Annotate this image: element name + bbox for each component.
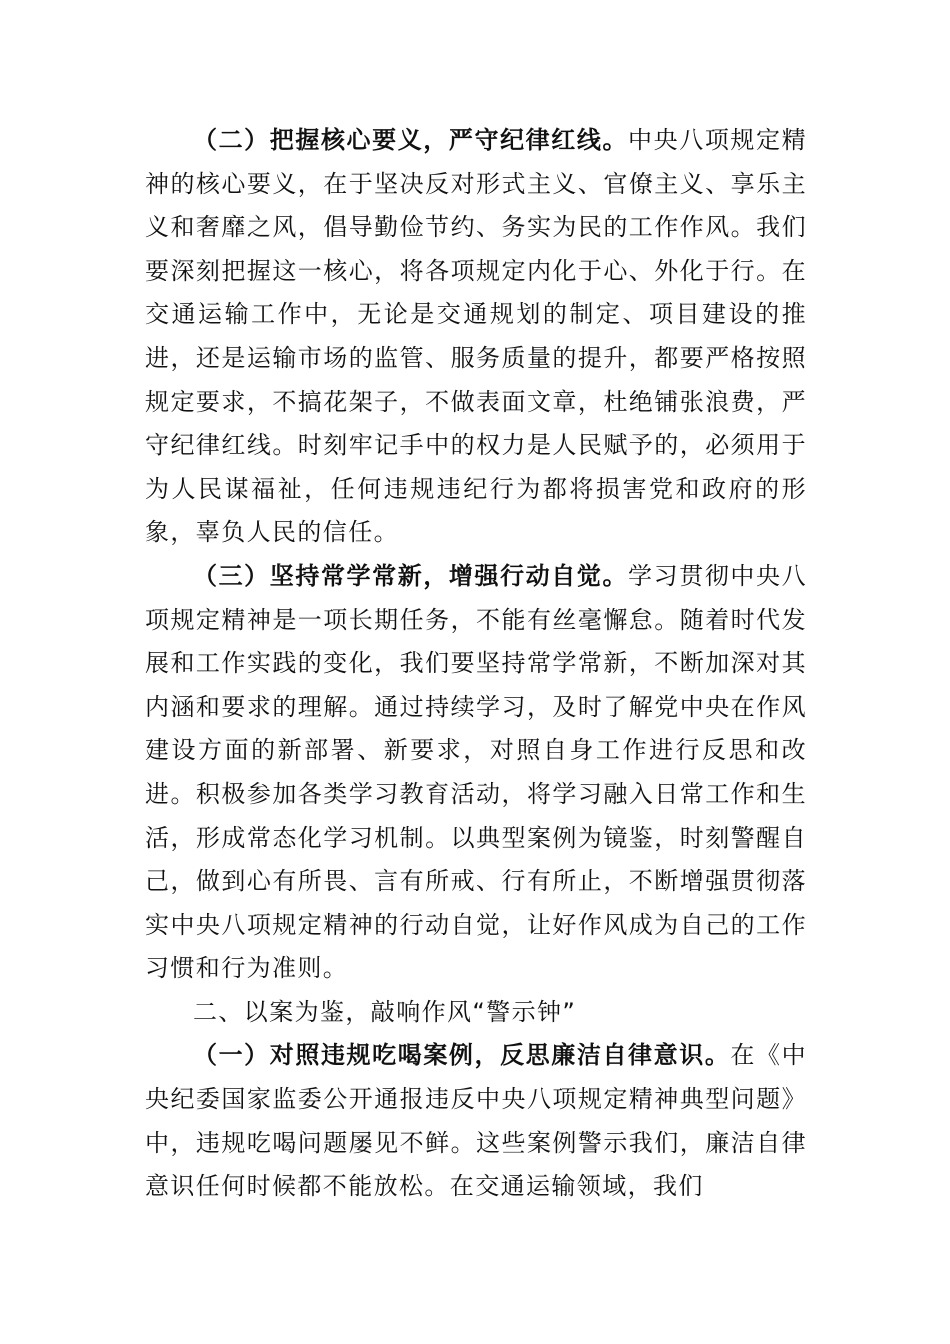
paragraph-lead: （三）坚持常学常新，增强行动自觉。	[193, 561, 629, 590]
paragraph-keep-learning	[145, 555, 807, 991]
section-heading: 二、以案为鉴，敲响作风“警示钟”	[193, 997, 577, 1026]
document-page	[145, 119, 807, 1209]
paragraph-text: 中央八项规定精神的核心要义，在于坚决反对形式主义、官僚主义、享乐主义和奢靡之风，倡导勤俭节约、务实为民的工作作风。我们要深刻把握这一核心，将各项规定内化于心、外化于行。在交通运输工作中，无论是交通规划的制定、项目建设的推进，还是运输市场的监管、服务质量的提升，都要严格按照规定要求，不搞花架子，不做表面文章，杜绝铺张浪费，严守纪律红线。时刻牢记手中的权力是人民赋予的，必须用于为人民谋福祉，任何违规违纪行为都将损害党和政府的形象，辜负人民的信任。	[145, 126, 807, 547]
paragraph-grasp-core	[145, 119, 807, 555]
paragraph-text: 在《中央纪委国家监委公开通报违反中央八项规定精神典型问题》中，违规吃喝问题屡见不鲜。这些案例警示我们，廉洁自律意识任何时候都不能放松。在交通运输领域，我们	[145, 1041, 808, 1201]
paragraph-lead: （一）对照违规吃喝案例，反思廉洁自律意识。	[193, 1041, 731, 1070]
paragraph-lead: （二）把握核心要义，严守纪律红线。	[193, 126, 629, 154]
paragraph-text: 学习贯彻中央八项规定精神是一项长期任务，不能有丝毫懈怠。随着时代发展和工作实践的变化，我们要坚持常学常新，不断加深对其内涵和要求的理解。通过持续学习，及时了解党中央在作风建设方面的新部署、新要求，对照自身工作进行反思和改进。积极参加各类学习教育活动，将学习融入日常工作和生活，形成常态化学习机制。以典型案例为镜鉴，时刻警醒自己，做到心有所畏、言有所戒、行有所止，不断增强贯彻落实中央八项规定精神的行动自觉，让好作风成为自己的工作习惯和行为准则。	[145, 561, 807, 983]
paragraph-dining-cases	[145, 1034, 807, 1208]
